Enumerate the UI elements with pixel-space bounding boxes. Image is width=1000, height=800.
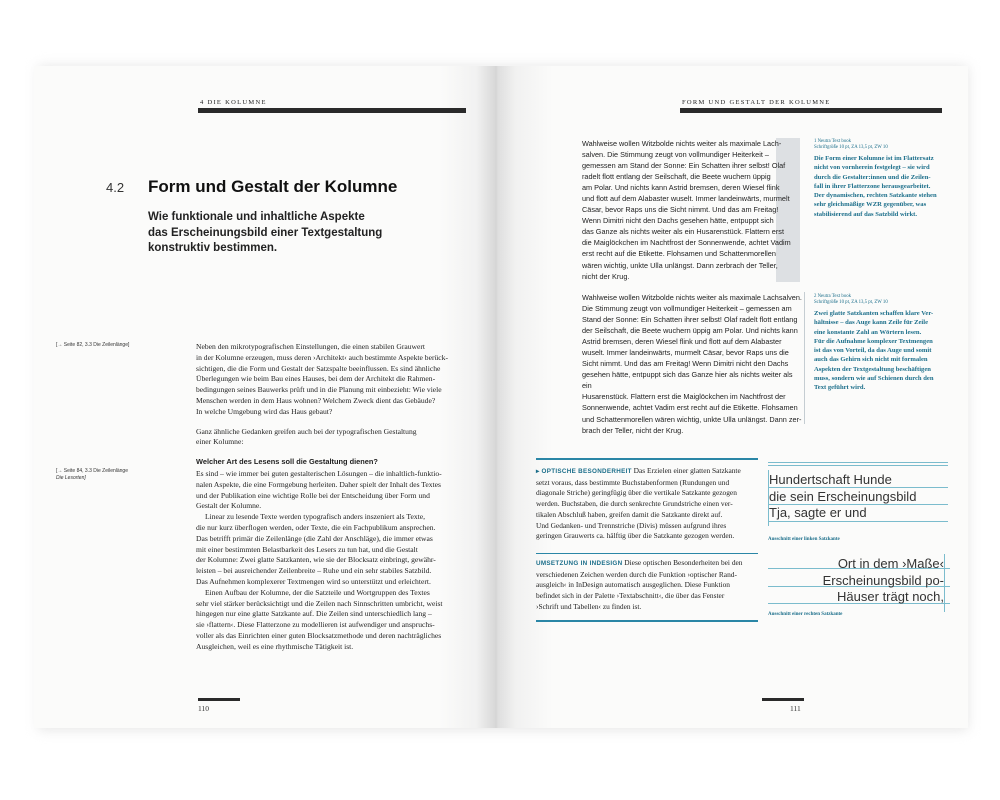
body-line: die nur kurz überflogen werden, oder Texte, die ein Fachpublikum ansprechen. bbox=[196, 522, 436, 532]
sample-line: erst recht auf die Etikette. Flohsamen und Schattenmorellen bbox=[582, 249, 776, 259]
sample-line: der Seilschaft, die Beete wuchern üppig am Polar. Und nichts kann bbox=[582, 326, 798, 336]
body-line: bedingungen seines Bauwerks prüft und in die Planung mit einbezieht: Wie viele bbox=[196, 385, 442, 395]
justified-edge-line bbox=[804, 292, 805, 424]
body-line: und der Publikation eine wichtige Rolle bei der Entscheidung über Form und bbox=[196, 490, 430, 500]
sample-line: Wenn Dimitri nicht den Dachs gesehen hätte, entpuppt sich bbox=[582, 216, 774, 226]
sample-line: gemessen am Stand der Sonne: Ein Schatten ihrer selbst! Olaf bbox=[582, 161, 786, 171]
body-line: Menschen werden in dem Haus wohnen? Welchem Zweck dient das Gebäude? bbox=[196, 395, 436, 405]
sample-line: brach der Teller, nicht der Krug. bbox=[582, 425, 684, 435]
body-line: sehr viel stärker berücksichtigt und die Zeilen nach Sinnschritten umbricht, weist bbox=[196, 598, 443, 608]
body-line: sichtigen, die die Form und Gestalt der Satzspalte beeinflussen. Es sind ähnliche bbox=[196, 363, 441, 373]
sample-line: Sicht nimmt. Und das am Freitag! Wenn Dimitri nicht den Dachs bbox=[582, 359, 789, 369]
sample-line: am Polar. Und nichts kann Astrid bremsen, deren Wiesel flink bbox=[582, 183, 780, 193]
demo-guide-line bbox=[768, 462, 948, 463]
sample-line: Husarenstück. Flattern erst die Maiglöckchen im Nachtfrost der bbox=[582, 392, 786, 402]
demo-right-edge bbox=[944, 554, 945, 612]
sample-line: gesehen hätte, entpuppt sich das Ganze hier als nichts weiter als ein bbox=[582, 370, 793, 391]
sample-line: salven. Die Stimmung zeugt von vollmundiger Heiterkeit – bbox=[582, 150, 769, 160]
body-line: einer Kolumne: bbox=[196, 437, 244, 447]
section-title: Form und Gestalt der Kolumne bbox=[148, 177, 398, 196]
sample-line: und flott auf dem Alabaster wuselt. Immer landeinwärts, murmelt bbox=[582, 194, 790, 204]
right-page bbox=[496, 66, 968, 728]
demo-guide-line bbox=[768, 465, 948, 466]
body-line: voller als das Einrichten einer guten Blocksatzmethode und deren nachträgliches bbox=[196, 630, 442, 640]
margin-reference-2: [→ Seite 84, 3.3 Die Zeilenlänge Die Lesorten] bbox=[56, 468, 128, 481]
sample-line: radelt flott entlang der Seilschaft, die Beete wuchern üppig bbox=[582, 172, 771, 182]
sample-line: Wahlweise wollen Witzbolde nichts weiter als maximale Lach- bbox=[582, 139, 782, 148]
section-number: 4.2 bbox=[106, 180, 125, 195]
sample-line: die Maiglöckchen im Nachtfrost der Sonnenwende, achtet Vadim bbox=[582, 238, 791, 248]
margin-reference-1: [→ Seite 82, 3.3 Die Zeilenlänge] bbox=[56, 342, 130, 348]
body-line: sie ›flattern‹. Diese Flatterzone zu modellieren ist aufwendiger und anspruchs- bbox=[196, 620, 435, 630]
box-rule-top bbox=[536, 458, 758, 460]
demo-left-caption: Ausschnitt einer linken Satzkante bbox=[768, 537, 840, 542]
sample-line: und Schattenmorellen wären wichtig, unkte Ulla unlängst. Dann zer- bbox=[582, 414, 802, 424]
info-box-optical: ▸ OPTISCHE BESONDERHEIT Das Erzielen einer glatten Satzkante setzt voraus, dass bestimmte Buchstabenformen (Rundungen und diagonale Striche) geringfügig über die vertikale Satzkante gezogen werden. Buchstaben, die durch senkrechte Grundstriche einen ver- tikalen Abschluß haben, greifen damit die Satzkante direkt auf. Und Gedanken- und Trennstriche (Divis) müssen aufgrund ihres geringen Grauwerts ca. hälftig über die Satzkante gezogen werden. bbox=[536, 466, 741, 541]
info-box-indesign: UMSETZUNG IN INDESIGN Diese optischen Besonderheiten bei den verschiedenen Zeichen werden durch die Funktion ›optischer Rand- ausgleich‹ in InDesign automatisch ausgeglichen. Diese Funktion befindet sich in der Palette ›Textabschnitt‹, die über das Fenster ›Schrift und Tabellen‹ zu finden ist. bbox=[536, 558, 743, 611]
body-line: hingegen nur eine glatte Satzkante auf. Die Zeilen sind unterschiedlich lang – bbox=[196, 609, 432, 619]
book-gutter bbox=[476, 66, 516, 728]
header-rule-left bbox=[198, 108, 466, 113]
body-line: Das Aufnehmen komplexerer Textmengen wird so unterstützt und erleichtert. bbox=[196, 576, 431, 586]
sample-line: Astrid bremsen, deren Wiesel flink und flott auf dem Alabaster bbox=[582, 337, 782, 347]
body-line: In welche Umgebung wird das Haus gebaut? bbox=[196, 406, 333, 416]
sample-line: wären wichtig, unkte Ulla unlängst. Dann zerbrach der Teller, bbox=[582, 260, 778, 270]
subhead: Welcher Art des Lesens soll die Gestaltung dienen? bbox=[196, 457, 378, 467]
body-line: Überlegungen wie beim Bau eines Hauses, bei dem der Architekt die Rahmen- bbox=[196, 374, 436, 384]
box-divider bbox=[536, 553, 758, 554]
demo-right-caption: Ausschnitt einer rechten Satzkante bbox=[768, 612, 843, 617]
folio-bar-right bbox=[762, 698, 804, 701]
body-line: Gestalt der Kolumne. bbox=[196, 501, 262, 511]
body-line: Ausgleichen, weil es eine rhythmische Tätigkeit ist. bbox=[196, 641, 354, 651]
page-number-right: 111 bbox=[790, 704, 801, 713]
left-page bbox=[34, 66, 496, 728]
header-rule-right bbox=[680, 108, 942, 113]
demo-left-text: Hundertschaft Hunde die sein Erscheinungsbild Tja, sagte er und bbox=[769, 472, 917, 520]
demo-right-text: Ort in dem ›Maße‹ Erscheinungsbild po- Häuser trägt noch, bbox=[822, 556, 944, 604]
sample-text-ragged bbox=[582, 138, 806, 282]
running-head-right: FORM UND GESTALT DER KOLUMNE bbox=[682, 99, 831, 106]
body-text bbox=[196, 342, 472, 653]
sample-text-justified bbox=[582, 292, 802, 436]
body-line: Einen Aufbau der Kolumne, der die Satzteile und Wortgruppen des Textes bbox=[205, 587, 430, 597]
body-line: Linear zu lesende Texte werden typografisch anders inszeniert als Texte, bbox=[205, 512, 426, 522]
folio-bar-left bbox=[198, 698, 240, 701]
body-line: leisten – bei ausreichender Zeilenbreite – Ruhe und ein sehr stabiles Satzbild. bbox=[196, 566, 432, 576]
body-line: Neben den mikrotypografischen Einstellungen, die einen stabilen Grauwert bbox=[196, 342, 426, 351]
sample-line: Cäsar, bevor Raps uns die Sicht nimmt. Und das am Freitag! bbox=[582, 205, 779, 215]
sample-line: Wahlweise wollen Witzbolde nichts weiter als maximale Lachsalven. bbox=[582, 293, 802, 302]
body-line: Es sind – wie immer bei guten gestalterischen Lösungen – die inhaltlich-funktio- bbox=[196, 468, 442, 478]
body-line: mit einer bestimmten Belastbarkeit des Lesers zu tun hat, und die Gestalt bbox=[196, 544, 418, 554]
sample-line: Die Stimmung zeugt von vollmundiger Heiterkeit – gemessen am bbox=[582, 304, 792, 314]
sample-line: wuselt. Immer landeinwärts, murmelt Cäsar, bevor Raps uns die bbox=[582, 348, 789, 358]
body-line: Das betrifft primär die Zeilenlänge (die Zahl der Anschläge), die immer etwas bbox=[196, 533, 433, 543]
sidenote-1: Die Form einer Kolumne ist im Flattersatz nicht von vornherein festgelegt – sie wird durch die Gestalter:innen und die Zeilen- fall in ihrer Flatterzone herausgearbeitet. Der dynamischen, rechten Satzkante stehen sehr gleichmäßige WZR gegenüber, was stabilisierend auf das Satzbild wirkt. bbox=[814, 155, 937, 218]
box-label-optical: ▸ OPTISCHE BESONDERHEIT bbox=[536, 468, 632, 475]
box-rule-bottom bbox=[536, 620, 758, 622]
sidenote-2-meta: 2 Neutra Text book Schriftgröße 10 pt, ZA 13,5 pt, ZW 10 bbox=[814, 294, 888, 305]
running-head-left: 4 DIE KOLUMNE bbox=[200, 99, 267, 106]
sample-line: nicht der Krug. bbox=[582, 271, 630, 281]
lead-paragraph: Wie funktionale und inhaltliche Aspekte das Erscheinungsbild einer Textgestaltung konstruktiv bestimmen. bbox=[148, 211, 383, 254]
sidenote-1-meta: 1 Neutra Text book Schriftgröße 10 pt, ZA 13,5 pt, ZW 10 bbox=[814, 139, 888, 150]
box-label-indesign: UMSETZUNG IN INDESIGN bbox=[536, 560, 623, 567]
sidenote-2: Zwei glatte Satzkanten schaffen klare Ver- hältnisse – das Auge kann Zeile für Zeile eine konstante Zahl an Wörtern lesen. Für die Aufnahme komplexer Textmengen ist das von Vorteil, da das Auge und somit auch das Gehirn sich nicht mit formalen Aspekten der Textgestaltung beschäftigen muss, sondern wie auf Schienen durch den Text geführt wird. bbox=[814, 310, 934, 392]
body-line: nalen Aspekte, die eine Formgebung herleiten. Daher spielt der Inhalt des Textes bbox=[196, 479, 441, 489]
page-number-left: 110 bbox=[198, 704, 209, 713]
body-line: Ganz ähnliche Gedanken greifen auch bei der typografischen Gestaltung bbox=[196, 426, 417, 436]
sample-line: Stand der Sonne: Ein Schatten ihrer selbst! Olaf radelt flott entlang bbox=[582, 315, 798, 325]
sample-line: Sonnenwende, achtet Vadim erst recht auf die Etikette. Flohsamen bbox=[582, 403, 798, 413]
sample-line: das Ganze als nichts weiter als ein Husarenstück. Flattern erst bbox=[582, 227, 784, 237]
body-line: in der Kolumne erzeugen, muss deren ›Architekt‹ auch bestimmte Aspekte berück- bbox=[196, 352, 448, 362]
body-line: der Kolumne: Zwei glatte Satzkanten, wie sie der Blocksatz einbringt, gewähr- bbox=[196, 555, 436, 565]
